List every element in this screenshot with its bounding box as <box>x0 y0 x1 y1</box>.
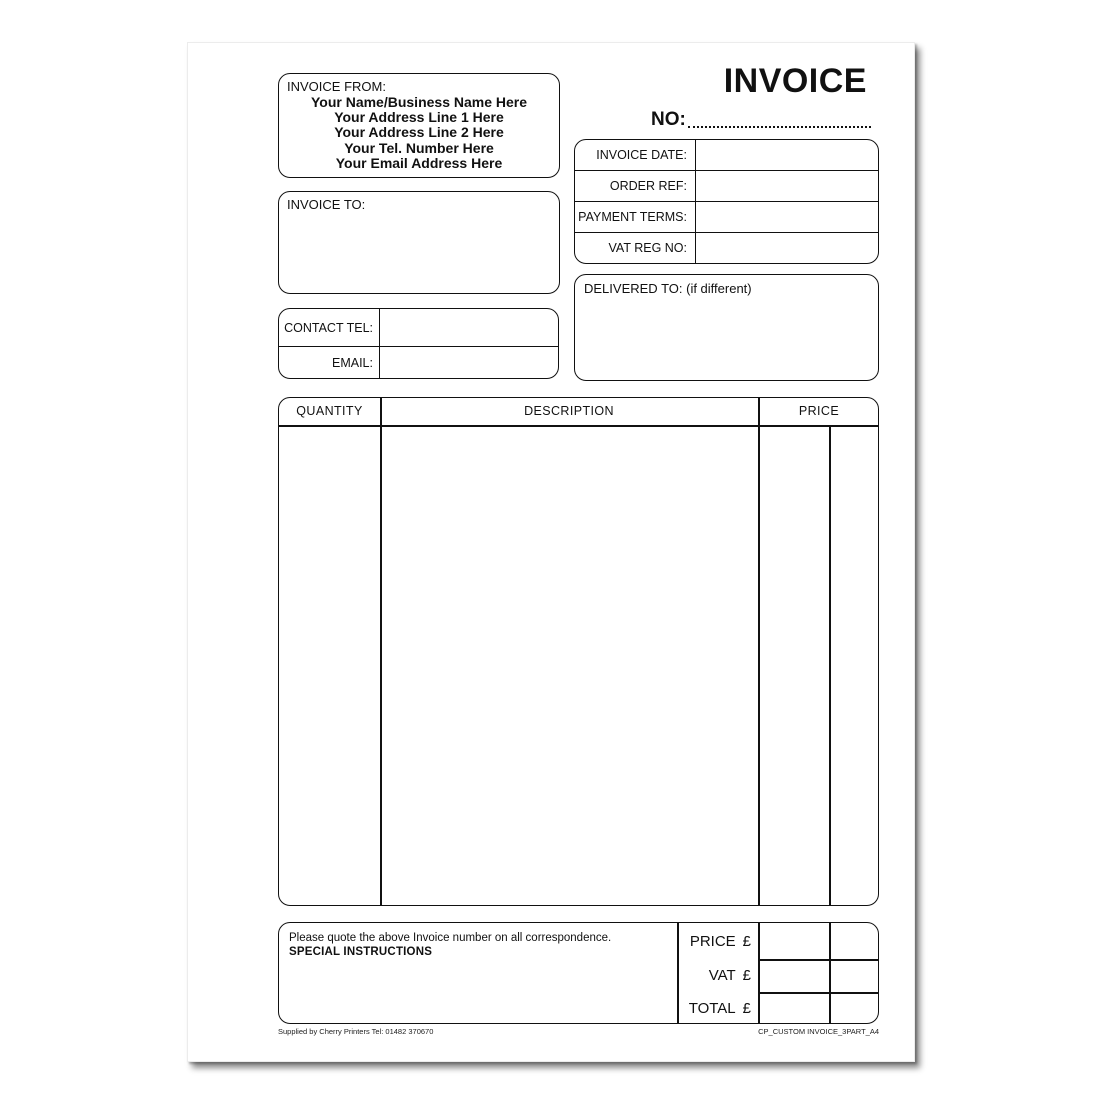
order-ref-label: ORDER REF: <box>609 179 687 193</box>
price-pence-divider <box>829 426 831 905</box>
notes-area <box>279 923 669 968</box>
pound-sign: £ <box>742 967 751 984</box>
price-vat-divider <box>758 959 878 961</box>
quantity-column-divider <box>380 398 382 905</box>
totals-grid <box>279 923 878 1023</box>
table-row <box>279 346 558 378</box>
pound-sign: £ <box>742 932 751 950</box>
vat-total-divider <box>758 992 878 994</box>
invoice-number-row <box>651 104 871 131</box>
contact-tel-field <box>379 309 558 346</box>
vat-reg-no-label: VAT REG NO: <box>608 241 687 255</box>
contact-box <box>278 308 559 379</box>
totals-box <box>278 922 879 1024</box>
table-row <box>575 140 878 170</box>
delivered-to-box <box>574 274 879 381</box>
vat-reg-no-field <box>695 233 878 263</box>
page-title: INVOICE <box>723 62 867 100</box>
from-line-email: Your Email Address Here <box>335 154 503 171</box>
form-reference-code: CP_CUSTOM INVOICE_3PART_A4 <box>758 1027 879 1036</box>
payment-terms-label: PAYMENT TERMS: <box>578 210 687 224</box>
email-label: EMAIL: <box>332 355 373 370</box>
totals-pence-divider <box>829 923 831 1023</box>
invoice-from-box <box>278 73 560 178</box>
pound-sign: £ <box>742 1000 751 1017</box>
table-row <box>279 309 558 346</box>
invoice-to-box <box>278 191 560 294</box>
column-header-quantity: QUANTITY <box>296 404 363 418</box>
from-line-business-name: Your Name/Business Name Here <box>310 94 528 110</box>
price-word: PRICE <box>689 932 736 950</box>
order-ref-field <box>695 171 878 201</box>
invoice-number-label: NO: <box>651 109 686 130</box>
totals-box-divider <box>758 923 760 1023</box>
vat-word: VAT <box>708 967 736 984</box>
column-header-price: PRICE <box>798 404 840 418</box>
price-column-divider <box>758 398 760 905</box>
payment-terms-field <box>695 202 878 232</box>
contact-tel-label: CONTACT TEL: <box>284 320 373 335</box>
invoice-sheet <box>187 42 915 1062</box>
price-total-label <box>677 923 758 959</box>
delivered-to-label: DELIVERED TO: (if different) <box>584 281 752 296</box>
invoice-date-field <box>695 140 878 170</box>
invoice-from-label: INVOICE FROM: <box>287 79 386 94</box>
special-instructions-label: SPECIAL INSTRUCTIONS <box>289 946 433 958</box>
from-line-address-2: Your Address Line 2 Here <box>334 124 504 141</box>
header-divider <box>279 425 878 427</box>
items-table-grid <box>279 398 878 905</box>
items-table <box>278 397 879 906</box>
table-row <box>575 232 878 263</box>
table-row <box>575 170 878 201</box>
invoice-from-lines <box>287 95 551 171</box>
table-row <box>575 201 878 232</box>
grand-total-label <box>677 992 758 1023</box>
from-line-tel: Your Tel. Number Here <box>344 139 494 156</box>
vat-total-label <box>677 959 758 992</box>
column-header-description: DESCRIPTION <box>524 404 614 418</box>
email-field <box>379 347 558 378</box>
invoice-number-dotted-line <box>688 126 871 128</box>
printer-credit: Supplied by Cherry Printers Tel: 01482 370670 <box>278 1027 434 1036</box>
invoice-date-label: INVOICE DATE: <box>596 148 687 162</box>
invoice-info-table <box>574 139 879 264</box>
total-word: TOTAL <box>688 1000 736 1017</box>
correspondence-note: Please quote the above Invoice number on all correspondence. <box>289 932 612 944</box>
from-line-address-1: Your Address Line 1 Here <box>334 109 504 126</box>
invoice-to-label: INVOICE TO: <box>287 197 366 212</box>
